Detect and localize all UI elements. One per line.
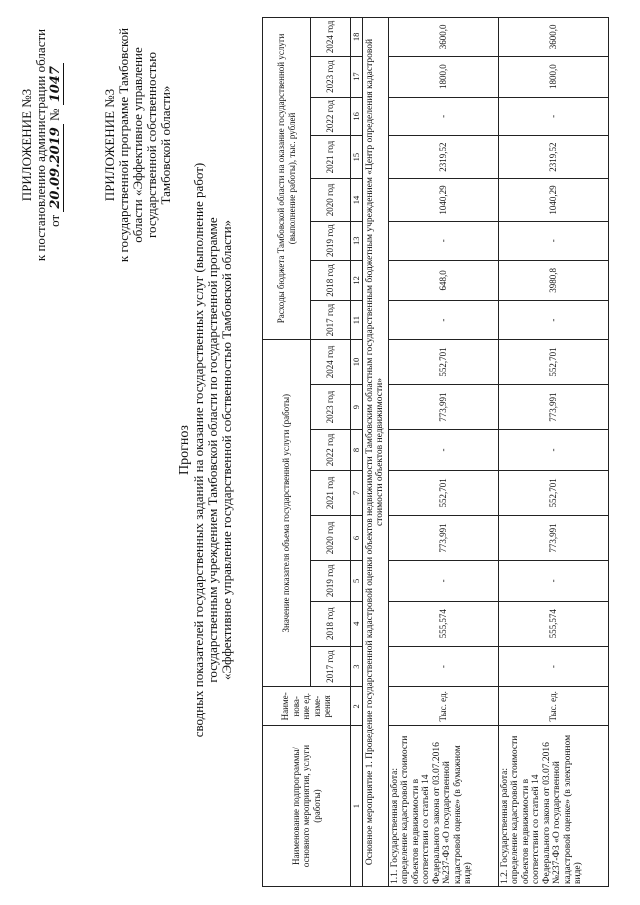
expense-cell: -: [388, 301, 498, 340]
program-line: области «Эффективное управление: [130, 47, 145, 243]
appendix-header: [20, 25, 63, 265]
row-unit: Тыс. ед.: [388, 687, 498, 726]
value-cell: -: [498, 560, 608, 601]
column-number-row: [351, 18, 363, 887]
value-cell: 773,991: [388, 515, 498, 560]
year-header: 2021 год: [311, 136, 351, 179]
column-number: 3: [351, 646, 363, 687]
section-title: Основное мероприятие 1. Проведение государственной кадастровой оценки объектов недвижимости Тамбовским областным государственным бюджетным учреждением «Центр определения кадастровой стоимости объектов недвижимости»: [362, 18, 388, 887]
value-cell: 773,991: [388, 385, 498, 430]
column-header-name: Наименование подпрограммы/основного мероприятия, услуги (работы): [263, 726, 351, 887]
year-header: 2017 год: [311, 301, 351, 340]
column-number: 13: [351, 221, 363, 260]
year-header: 2020 год: [311, 515, 351, 560]
column-number: 5: [351, 560, 363, 601]
value-cell: 552,701: [498, 470, 608, 515]
document-subtitle: сводных показателей государственных заданий на оказание государственных услуг (выполнение работ): [191, 162, 206, 738]
year-header: 2019 год: [311, 560, 351, 601]
column-number: 4: [351, 601, 363, 646]
program-appendix: [103, 25, 173, 265]
column-number: 2: [351, 687, 363, 726]
expense-cell: -: [388, 221, 498, 260]
program-line: государственной собственностью: [144, 52, 159, 238]
document-title-block: [178, 145, 234, 755]
value-cell: -: [498, 646, 608, 687]
year-header: 2018 год: [311, 601, 351, 646]
row-name: 1.1. Государственная работа: определение кадастровой стоимости объектов недвижимости в соответствии со статьей 14 Федерального закона от 03.07.2016 №237-ФЗ «О государственной кадастровой оценке» (в бумажном виде): [388, 726, 498, 887]
appendix-title: ПРИЛОЖЕНИЕ №3: [19, 88, 34, 202]
value-cell: -: [388, 646, 498, 687]
table-row: [498, 18, 608, 887]
value-cell: 773,991: [498, 515, 608, 560]
expense-cell: -: [498, 301, 608, 340]
group-header-expenses: Расходы бюджета Тамбовской области на оказание государственной услуги (выполнение работы), тыс. рублей: [263, 18, 311, 340]
expense-cell: 3600,0: [498, 18, 608, 57]
value-cell: 552,701: [498, 339, 608, 384]
section-row: [362, 18, 388, 887]
appendix-decree: к постановлению администрации области: [33, 28, 48, 262]
value-cell: 552,701: [388, 470, 498, 515]
expense-cell: 1800,0: [498, 56, 608, 97]
expense-cell: -: [388, 97, 498, 136]
row-name: 1.2. Государственная работа: определение кадастровой стоимости объектов недвижимости в соответствии со статьей 14 Федерального закона от 03.07.2016 №237-ФЗ «О государственной кадастровой оценке» (в электронном виде): [498, 726, 608, 887]
column-number: 9: [351, 385, 363, 430]
group-header-values: Значение показателя объема государственной услуги (работы): [263, 339, 311, 687]
program-line: к государственной программе Тамбовской: [116, 27, 131, 263]
column-number: 17: [351, 56, 363, 97]
column-number: 18: [351, 18, 363, 57]
expense-cell: 1040,29: [388, 179, 498, 222]
value-cell: 555,574: [498, 601, 608, 646]
column-number: 16: [351, 97, 363, 136]
column-header-unit: Наиме-нова-ние ед. изме-рения: [263, 687, 351, 726]
column-number: 7: [351, 470, 363, 515]
value-cell: 773,991: [498, 385, 608, 430]
year-header: 2022 год: [311, 97, 351, 136]
value-cell: -: [388, 560, 498, 601]
document-title: Прогноз: [177, 425, 192, 475]
year-header: 2017 год: [311, 646, 351, 687]
year-header: 2023 год: [311, 385, 351, 430]
column-number: 12: [351, 260, 363, 301]
column-number: 10: [351, 339, 363, 384]
year-header: 2022 год: [311, 430, 351, 471]
column-number: 14: [351, 179, 363, 222]
document-subtitle: государственным учреждением Тамбовской области по государственной программе: [205, 217, 220, 683]
column-number: 8: [351, 430, 363, 471]
year-header: 2024 год: [311, 339, 351, 384]
expense-cell: 1040,29: [498, 179, 608, 222]
table-row: [388, 18, 498, 887]
year-header: 2023 год: [311, 56, 351, 97]
year-header: 2024 год: [311, 18, 351, 57]
column-number: 15: [351, 136, 363, 179]
program-line: Тамбовской области»: [158, 85, 173, 205]
year-header: 2021 год: [311, 470, 351, 515]
expense-cell: 648,0: [388, 260, 498, 301]
column-number: 11: [351, 301, 363, 340]
expense-cell: 2319,52: [388, 136, 498, 179]
expense-cell: 2319,52: [498, 136, 608, 179]
handwritten-number: 1047: [48, 63, 64, 105]
expense-cell: -: [498, 221, 608, 260]
value-cell: 552,701: [388, 339, 498, 384]
column-number: 1: [351, 726, 363, 887]
program-appendix-title: ПРИЛОЖЕНИЕ №3: [102, 88, 117, 202]
row-unit: Тыс. ед.: [498, 687, 608, 726]
year-header: 2020 год: [311, 179, 351, 222]
value-cell: 555,574: [388, 601, 498, 646]
expense-cell: 1800,0: [388, 56, 498, 97]
expense-cell: 3980,8: [498, 260, 608, 301]
document-subtitle: «Эффективное управление государственной собственностью Тамбовской области»: [219, 219, 234, 681]
expense-cell: -: [498, 97, 608, 136]
year-header: 2019 год: [311, 221, 351, 260]
handwritten-date: 20.09.2019: [48, 124, 64, 211]
year-header: 2018 год: [311, 260, 351, 301]
value-cell: -: [388, 430, 498, 471]
forecast-table: [262, 17, 609, 887]
appendix-date-line: от 20.09.2019 № 1047: [48, 25, 63, 265]
column-number: 6: [351, 515, 363, 560]
value-cell: -: [498, 430, 608, 471]
expense-cell: 3600,0: [388, 18, 498, 57]
